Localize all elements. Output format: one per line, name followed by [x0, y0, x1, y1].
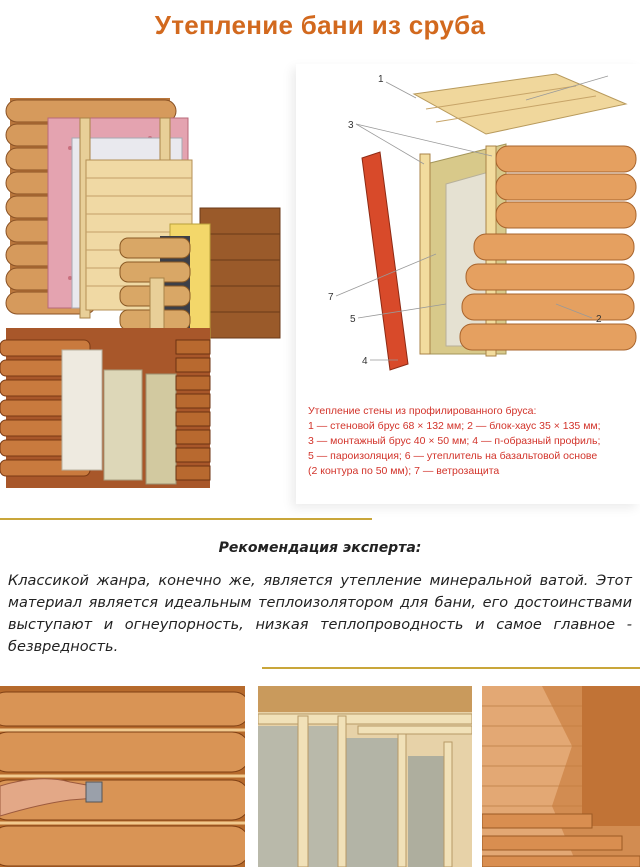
divider-top	[0, 518, 372, 520]
caption-line: Утепление стены из профилированного бруса:	[308, 405, 537, 417]
callout-7: 7	[328, 292, 334, 303]
callout-3: 3	[348, 120, 354, 131]
photo-sauna-interior	[482, 686, 640, 867]
callout-5: 5	[350, 314, 356, 325]
photo-insulation-frame	[258, 686, 472, 867]
blockhouse-wall	[0, 328, 210, 488]
page-title: Утепление бани из сруба	[154, 10, 486, 40]
callout-1: 1	[378, 74, 384, 85]
expert-heading: Рекомендация эксперта:	[218, 540, 422, 556]
caption-line: (2 контура по 50 мм); 7 — ветрозащита	[308, 465, 500, 477]
divider-bottom	[262, 667, 640, 669]
expert-recommendation-text: Классикой жанра, конечно же, является утепление минеральной ватой. Этот материал является идеальным теплоизолятором для бани, его достоинствами выступают и огнеупорность, низкая теплопроводность и самое главное - безвредность.	[8, 573, 632, 655]
diagram-caption	[308, 404, 638, 479]
callout-4: 4	[362, 356, 368, 367]
caption-line: 1 — стеновой брус 68 × 132 мм; 2 — блок-хаус 35 × 135 мм;	[308, 420, 601, 432]
caption-line: 3 — монтажный брус 40 × 50 мм; 4 — п-образный профиль;	[308, 435, 601, 447]
photo-log-caulking	[0, 686, 245, 867]
callout-2: 2	[596, 314, 602, 325]
profiled-timber-diagram	[296, 64, 640, 504]
caption-line: 5 — пароизоляция; 6 — утеплитель на базальтовой основе	[308, 450, 598, 462]
wall-layers-illustration	[0, 78, 290, 498]
